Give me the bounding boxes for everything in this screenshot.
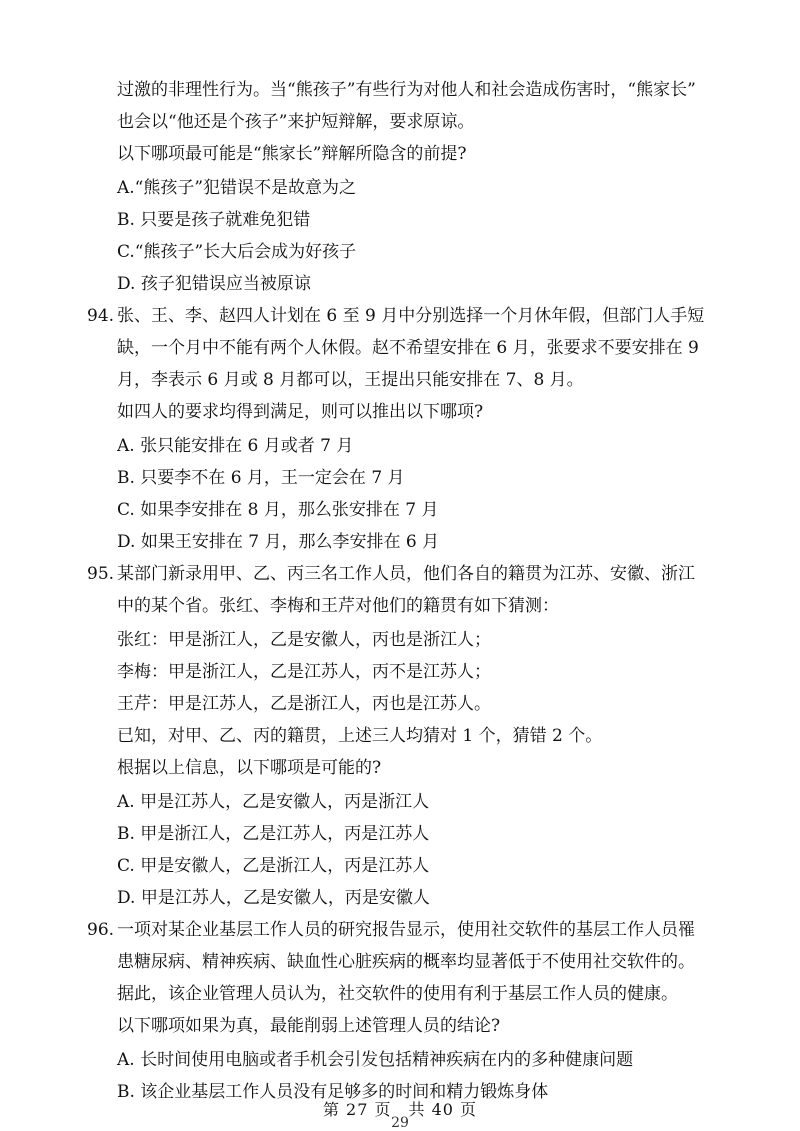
option-a: A. 甲是江苏人，乙是安徽人，丙是浙江人 <box>117 792 430 812</box>
option-d: D. 如果王安排在 7 月，那么李安排在 6 月 <box>117 532 440 552</box>
question-prompt: 以下哪项最可能是“熊家长”辩解所隐含的前提? <box>117 144 467 164</box>
option-c: C. 甲是安徽人，乙是浙江人，丙是江苏人 <box>117 856 430 876</box>
question-96-line: 96. 一项对某企业基层工作人员的研究报告显示，使用社交软件的基层工作人员罹 <box>0 914 800 946</box>
passage-line: 据此，该企业管理人员认为，社交软件的使用有利于基层工作人员的健康。 <box>117 984 678 1004</box>
option-c: C. 如果李安排在 8 月，那么张安排在 7 月 <box>117 500 439 520</box>
guess-li-mei: 李梅：甲是浙江人，乙是江苏人，丙不是江苏人； <box>117 662 491 682</box>
option-c: C.“熊孩子”长大后会成为好孩子 <box>117 242 357 262</box>
scan-page-number: 29 <box>391 1115 409 1131</box>
option-d: D. 甲是江苏人，乙是安徽人，丙是安徽人 <box>117 888 430 908</box>
question-94-line: 94. 张、王、李、赵四人计划在 6 至 9 月中分别选择一个月休年假，但部门人手短 <box>0 300 800 332</box>
page-footer: 第 27 页 共 40 页 <box>322 1100 478 1119</box>
question-prompt: 根据以上信息，以下哪项是可能的? <box>117 758 382 778</box>
passage-line: 也会以“他还是个孩子”来护短辩解，要求原谅。 <box>117 112 475 132</box>
question-prompt: 以下哪项如果为真，最能削弱上述管理人员的结论? <box>117 1016 501 1036</box>
guess-wang-qin: 王芹：甲是江苏人，乙是浙江人，丙也是江苏人。 <box>117 694 491 714</box>
question-number: 95. <box>87 564 115 584</box>
question-number: 94. <box>87 306 115 326</box>
guess-zhang-hong: 张红：甲是浙江人，乙是安徽人，丙也是浙江人； <box>117 630 491 650</box>
option-a: A. 张只能安排在 6 月或者 7 月 <box>117 436 354 456</box>
question-95-line: 95. 某部门新录用甲、乙、丙三名工作人员，他们各自的籍贯为江苏、安徽、浙江 <box>0 558 800 590</box>
option-a: A.“熊孩子”犯错误不是故意为之 <box>117 178 357 198</box>
passage-line: 月，李表示 6 月或 8 月都可以，王提出只能安排在 7、8 月。 <box>117 370 584 390</box>
passage-line: 中的某个省。张红、李梅和王芹对他们的籍贯有如下猜测： <box>117 596 559 616</box>
option-a: A. 长时间使用电脑或者手机会引发包括精神疾病在内的多种健康问题 <box>117 1050 634 1070</box>
question-number: 96. <box>87 920 115 940</box>
passage-line: 已知，对甲、乙、丙的籍贯，上述三人均猜对 1 个，猜错 2 个。 <box>117 726 603 746</box>
option-b: B. 甲是浙江人，乙是江苏人，丙是江苏人 <box>117 824 430 844</box>
option-b: B. 只要是孩子就难免犯错 <box>117 210 311 230</box>
option-b: B. 只要李不在 6 月，王一定会在 7 月 <box>117 468 405 488</box>
passage-line: 过激的非理性行为。当“熊孩子”有些行为对他人和社会造成伤害时，“熊家长” <box>117 80 696 100</box>
question-prompt: 如四人的要求均得到满足，则可以推出以下哪项? <box>117 402 484 422</box>
option-b: B. 该企业基层工作人员没有足够多的时间和精力锻炼身体 <box>117 1082 549 1102</box>
option-d: D. 孩子犯错误应当被原谅 <box>117 274 311 294</box>
passage-line: 缺，一个月中不能有两个人休假。赵不希望安排在 6 月，张要求不要安排在 9 <box>117 338 699 358</box>
passage-line: 患糖尿病、精神疾病、缺血性心脏疾病的概率均显著低于不使用社交软件的。 <box>117 952 695 972</box>
